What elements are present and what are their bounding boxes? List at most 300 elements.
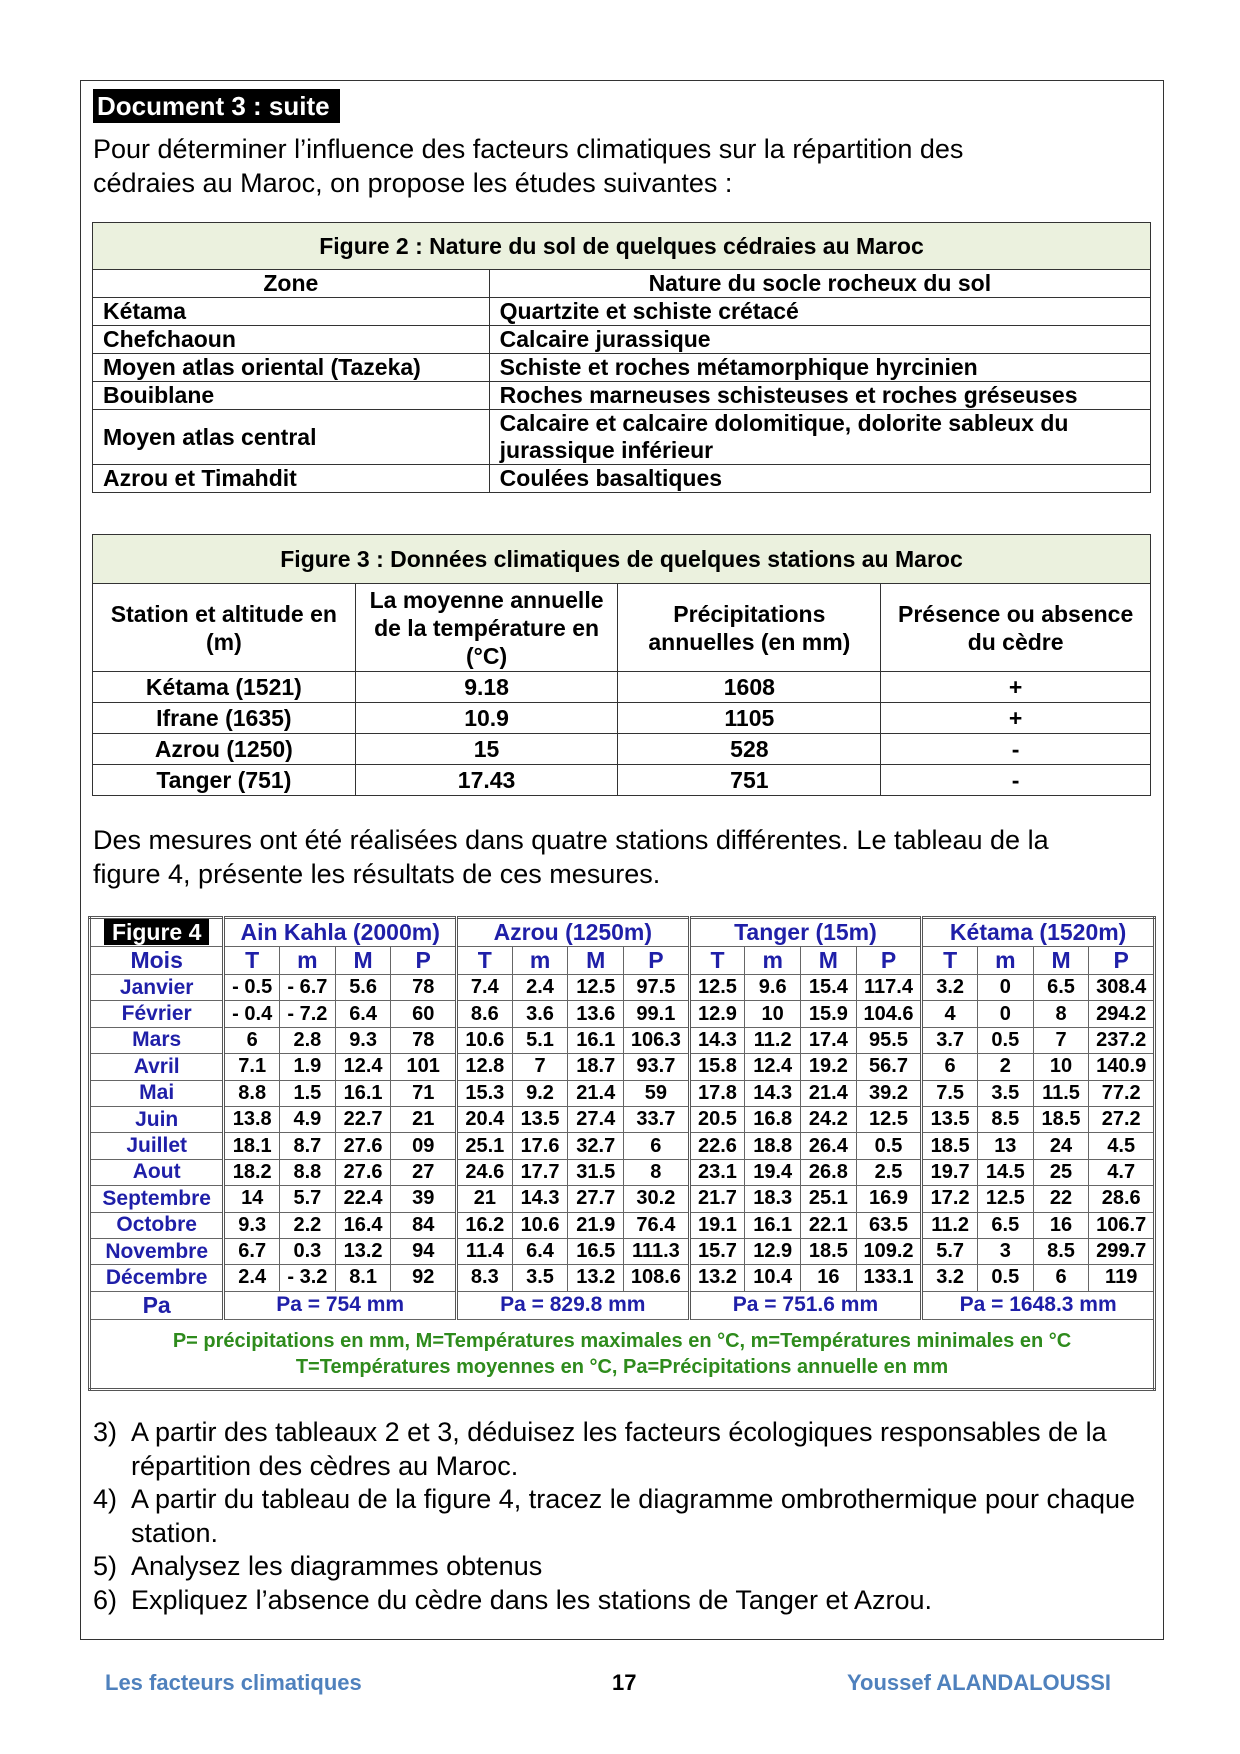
value-cell: 9.2 xyxy=(512,1080,568,1106)
questions-list xyxy=(93,1416,1153,1617)
value-cell: 22.6 xyxy=(689,1133,745,1159)
value-cell: - 3.2 xyxy=(280,1265,336,1291)
column-header: Précipitations annuelles (en mm) xyxy=(618,584,881,672)
value-cell: 20.5 xyxy=(689,1106,745,1132)
value-cell: 12.8 xyxy=(456,1054,512,1080)
value-cell: 77.2 xyxy=(1089,1080,1155,1106)
measures-line: figure 4, présente les résultats de ces mesures. xyxy=(93,859,661,889)
value-cell: 21 xyxy=(456,1186,512,1212)
value-cell: 2.4 xyxy=(512,975,568,1001)
value-cell: 97.5 xyxy=(624,975,690,1001)
value-cell: 14 xyxy=(224,1186,280,1212)
value-cell: 30.2 xyxy=(624,1186,690,1212)
value-cell: 93.7 xyxy=(624,1054,690,1080)
value-cell: 33.7 xyxy=(624,1106,690,1132)
question-item xyxy=(93,1416,1153,1483)
value-cell: 17.7 xyxy=(512,1159,568,1185)
value-cell: 32.7 xyxy=(568,1133,624,1159)
value-cell: - 7.2 xyxy=(280,1001,336,1027)
value-cell: 11.2 xyxy=(922,1212,978,1238)
soil-cell: Calcaire jurassique xyxy=(489,326,1150,354)
value-cell: 9.6 xyxy=(745,975,801,1001)
month-cell: Novembre xyxy=(90,1238,224,1264)
value-cell: 31.5 xyxy=(568,1159,624,1185)
table-row xyxy=(90,1212,1155,1238)
value-cell: 8.6 xyxy=(456,1001,512,1027)
value-cell: 6.5 xyxy=(1033,975,1089,1001)
column-header-row xyxy=(90,947,1155,975)
value-cell: 106.7 xyxy=(1089,1212,1155,1238)
table-row xyxy=(90,1001,1155,1027)
intro-line: Pour déterminer l’influence des facteurs climatiques sur la répartition des xyxy=(93,134,964,164)
value-cell: 27.2 xyxy=(1089,1106,1155,1132)
value-cell: 5.6 xyxy=(335,975,391,1001)
value-cell: 108.6 xyxy=(624,1265,690,1291)
value-cell: 11.5 xyxy=(1033,1080,1089,1106)
table-row xyxy=(90,975,1155,1001)
pa-value: Pa = 1648.3 mm xyxy=(922,1291,1155,1319)
value-cell: 3.5 xyxy=(512,1265,568,1291)
value-cell: 6.4 xyxy=(512,1238,568,1264)
value-cell: 19.1 xyxy=(689,1212,745,1238)
cedar-presence-cell: - xyxy=(881,765,1151,796)
value-cell: 16.1 xyxy=(335,1080,391,1106)
value-cell: 24.6 xyxy=(456,1159,512,1185)
value-cell: 15.7 xyxy=(689,1238,745,1264)
value-cell: 3.2 xyxy=(922,1265,978,1291)
intro-line: cédraies au Maroc, on propose les études suivantes : xyxy=(93,168,733,198)
footer-chapter-title: Les facteurs climatiques xyxy=(105,1670,362,1695)
month-cell: Juillet xyxy=(90,1133,224,1159)
value-cell: 11.2 xyxy=(745,1027,801,1053)
value-cell: 56.7 xyxy=(856,1054,922,1080)
question-number: 4) xyxy=(93,1484,118,1514)
value-cell: 4.9 xyxy=(280,1106,336,1132)
column-header: La moyenne annuelle de la température en (°C) xyxy=(355,584,618,672)
value-cell: 13.6 xyxy=(568,1001,624,1027)
value-cell: 15.9 xyxy=(801,1001,857,1027)
cedar-presence-cell: + xyxy=(881,703,1151,734)
value-cell: 19.7 xyxy=(922,1159,978,1185)
value-cell: 16.8 xyxy=(745,1106,801,1132)
value-cell: 26.4 xyxy=(801,1133,857,1159)
precipitation-cell: 528 xyxy=(618,734,881,765)
value-cell: 13.5 xyxy=(922,1106,978,1132)
precipitation-cell: 751 xyxy=(618,765,881,796)
value-cell: 15.3 xyxy=(456,1080,512,1106)
value-cell: 0 xyxy=(977,1001,1033,1027)
value-cell: 21 xyxy=(391,1106,457,1132)
value-cell: 16 xyxy=(1033,1212,1089,1238)
value-cell: 3.5 xyxy=(977,1080,1033,1106)
annual-precipitation-row xyxy=(90,1291,1155,1319)
soil-cell: Coulées basaltiques xyxy=(489,465,1150,493)
value-cell: 4 xyxy=(922,1001,978,1027)
month-cell: Aout xyxy=(90,1159,224,1185)
zone-cell: Moyen atlas oriental (Tazeka) xyxy=(93,354,490,382)
value-cell: 6 xyxy=(224,1027,280,1053)
value-cell: 13.2 xyxy=(689,1265,745,1291)
soil-cell: Calcaire et calcaire dolomitique, dolorite sableux du jurassique inférieur xyxy=(489,410,1150,465)
question-number: 3) xyxy=(93,1417,118,1447)
value-cell: 3 xyxy=(977,1238,1033,1264)
column-header: Zone xyxy=(93,270,490,298)
value-cell: 8.8 xyxy=(280,1159,336,1185)
value-cell: 0.5 xyxy=(977,1265,1033,1291)
value-cell: 237.2 xyxy=(1089,1027,1155,1053)
table-row xyxy=(93,382,1151,410)
table-row xyxy=(90,1159,1155,1185)
variable-header: M xyxy=(568,947,624,975)
value-cell: 2.2 xyxy=(280,1212,336,1238)
table-row xyxy=(93,410,1151,465)
month-column-header: Mois xyxy=(90,947,224,975)
value-cell: 95.5 xyxy=(856,1027,922,1053)
table-row xyxy=(90,1054,1155,1080)
temperature-cell: 10.9 xyxy=(355,703,618,734)
value-cell: 10 xyxy=(745,1001,801,1027)
value-cell: 3.7 xyxy=(922,1027,978,1053)
value-cell: 39 xyxy=(391,1186,457,1212)
pa-value: Pa = 754 mm xyxy=(224,1291,457,1319)
intro-paragraph xyxy=(93,132,1143,200)
value-cell: 16.5 xyxy=(568,1238,624,1264)
station-header: Kétama (1520m) xyxy=(922,918,1155,947)
value-cell: 76.4 xyxy=(624,1212,690,1238)
value-cell: 106.3 xyxy=(624,1027,690,1053)
value-cell: 3.6 xyxy=(512,1001,568,1027)
station-cell: Azrou (1250) xyxy=(93,734,356,765)
value-cell: 18.3 xyxy=(745,1186,801,1212)
table-row xyxy=(93,734,1151,765)
value-cell: 10.4 xyxy=(745,1265,801,1291)
value-cell: 308.4 xyxy=(1089,975,1155,1001)
value-cell: 14.3 xyxy=(512,1186,568,1212)
question-item xyxy=(93,1584,1153,1618)
column-header: Présence ou absence du cèdre xyxy=(881,584,1151,672)
station-cell: Tanger (751) xyxy=(93,765,356,796)
value-cell: 94 xyxy=(391,1238,457,1264)
value-cell: 14.5 xyxy=(977,1159,1033,1185)
value-cell: 14.3 xyxy=(745,1080,801,1106)
figure-4-table xyxy=(88,916,1156,1391)
value-cell: 8.3 xyxy=(456,1265,512,1291)
question-text: Analysez les diagrammes obtenus xyxy=(131,1551,543,1581)
month-cell: Mai xyxy=(90,1080,224,1106)
month-cell: Avril xyxy=(90,1054,224,1080)
month-cell: Octobre xyxy=(90,1212,224,1238)
value-cell: 28.6 xyxy=(1089,1186,1155,1212)
value-cell: 23.1 xyxy=(689,1159,745,1185)
value-cell: 5.7 xyxy=(280,1186,336,1212)
value-cell: 84 xyxy=(391,1212,457,1238)
table-row xyxy=(93,672,1151,703)
footer-author: Youssef ALANDALOUSSI xyxy=(847,1670,1112,1695)
value-cell: 18.7 xyxy=(568,1054,624,1080)
value-cell: 21.9 xyxy=(568,1212,624,1238)
value-cell: 6.5 xyxy=(977,1212,1033,1238)
value-cell: 18.8 xyxy=(745,1133,801,1159)
table-row xyxy=(90,1265,1155,1291)
value-cell: 109.2 xyxy=(856,1238,922,1264)
value-cell: 294.2 xyxy=(1089,1001,1155,1027)
value-cell: 0.3 xyxy=(280,1238,336,1264)
month-cell: Mars xyxy=(90,1027,224,1053)
value-cell: 12.5 xyxy=(568,975,624,1001)
value-cell: 10 xyxy=(1033,1054,1089,1080)
question-number: 6) xyxy=(93,1584,118,1615)
zone-cell: Chefchaoun xyxy=(93,326,490,354)
value-cell: 17.8 xyxy=(689,1080,745,1106)
variable-header: T xyxy=(689,947,745,975)
temperature-cell: 17.43 xyxy=(355,765,618,796)
value-cell: 25 xyxy=(1033,1159,1089,1185)
value-cell: 24.2 xyxy=(801,1106,857,1132)
value-cell: 18.2 xyxy=(224,1159,280,1185)
variable-header: P xyxy=(1089,947,1155,975)
legend-line: P= précipitations en mm, M=Températures maximales en °C, m=Températures minimales en °C xyxy=(172,1329,1072,1352)
value-cell: 39.2 xyxy=(856,1080,922,1106)
value-cell: 60 xyxy=(391,1001,457,1027)
value-cell: 8.5 xyxy=(977,1106,1033,1132)
question-text: A partir des tableaux 2 et 3, déduisez les facteurs écologiques responsables de la répartition des cèdres au Maroc. xyxy=(131,1417,1107,1481)
value-cell: 2.4 xyxy=(224,1265,280,1291)
table-row xyxy=(90,1080,1155,1106)
value-cell: 27.7 xyxy=(568,1186,624,1212)
value-cell: 12.9 xyxy=(689,1001,745,1027)
value-cell: 15.4 xyxy=(801,975,857,1001)
value-cell: 10.6 xyxy=(512,1212,568,1238)
value-cell: 2 xyxy=(977,1054,1033,1080)
table-row xyxy=(93,703,1151,734)
question-item xyxy=(93,1483,1153,1550)
value-cell: 8.1 xyxy=(335,1265,391,1291)
precipitation-cell: 1105 xyxy=(618,703,881,734)
variable-header: P xyxy=(391,947,457,975)
value-cell: 6.7 xyxy=(224,1238,280,1264)
value-cell: 8.7 xyxy=(280,1133,336,1159)
value-cell: 9.3 xyxy=(335,1027,391,1053)
value-cell: 78 xyxy=(391,975,457,1001)
variable-header: M xyxy=(801,947,857,975)
value-cell: 22 xyxy=(1033,1186,1089,1212)
value-cell: 104.6 xyxy=(856,1001,922,1027)
value-cell: 18.5 xyxy=(801,1238,857,1264)
value-cell: 2.8 xyxy=(280,1027,336,1053)
cedar-presence-cell: - xyxy=(881,734,1151,765)
value-cell: 0 xyxy=(977,975,1033,1001)
value-cell: 71 xyxy=(391,1080,457,1106)
value-cell: 26.8 xyxy=(801,1159,857,1185)
value-cell: 78 xyxy=(391,1027,457,1053)
variable-header: P xyxy=(624,947,690,975)
value-cell: 119 xyxy=(1089,1265,1155,1291)
value-cell: 27 xyxy=(391,1159,457,1185)
value-cell: 63.5 xyxy=(856,1212,922,1238)
value-cell: 0.5 xyxy=(977,1027,1033,1053)
value-cell: 22.4 xyxy=(335,1186,391,1212)
value-cell: 9.3 xyxy=(224,1212,280,1238)
value-cell: 99.1 xyxy=(624,1001,690,1027)
measures-line: Des mesures ont été réalisées dans quatre stations différentes. Le tableau de la xyxy=(93,825,1049,855)
variable-header: P xyxy=(856,947,922,975)
value-cell: 25.1 xyxy=(456,1133,512,1159)
document-title: Document 3 : suite xyxy=(93,89,340,123)
value-cell: 16.4 xyxy=(335,1212,391,1238)
value-cell: 13.2 xyxy=(335,1238,391,1264)
value-cell: 24 xyxy=(1033,1133,1089,1159)
value-cell: 09 xyxy=(391,1133,457,1159)
station-header: Azrou (1250m) xyxy=(456,918,689,947)
station-cell: Kétama (1521) xyxy=(93,672,356,703)
value-cell: 7.4 xyxy=(456,975,512,1001)
value-cell: 27.6 xyxy=(335,1133,391,1159)
value-cell: 8 xyxy=(624,1159,690,1185)
question-text: A partir du tableau de la figure 4, tracez le diagramme ombrothermique pour chaque station. xyxy=(131,1484,1136,1548)
value-cell: 17.4 xyxy=(801,1027,857,1053)
value-cell: 5.1 xyxy=(512,1027,568,1053)
zone-cell: Bouiblane xyxy=(93,382,490,410)
value-cell: 16 xyxy=(801,1265,857,1291)
value-cell: 7.5 xyxy=(922,1080,978,1106)
month-cell: Février xyxy=(90,1001,224,1027)
value-cell: 18.1 xyxy=(224,1133,280,1159)
value-cell: 18.5 xyxy=(922,1133,978,1159)
station-header: Tanger (15m) xyxy=(689,918,922,947)
pa-value: Pa = 751.6 mm xyxy=(689,1291,922,1319)
soil-cell: Quartzite et schiste crétacé xyxy=(489,298,1150,326)
value-cell: 21.7 xyxy=(689,1186,745,1212)
value-cell: 15.8 xyxy=(689,1054,745,1080)
month-cell: Juin xyxy=(90,1106,224,1132)
table-row xyxy=(93,298,1151,326)
value-cell: 1.5 xyxy=(280,1080,336,1106)
temperature-cell: 15 xyxy=(355,734,618,765)
table-row xyxy=(93,326,1151,354)
value-cell: 14.3 xyxy=(689,1027,745,1053)
variable-header: m xyxy=(745,947,801,975)
value-cell: 12.5 xyxy=(689,975,745,1001)
question-text: Expliquez l’absence du cèdre dans les stations de Tanger et Azrou. xyxy=(131,1584,933,1615)
table-row xyxy=(90,1027,1155,1053)
value-cell: 13.5 xyxy=(512,1106,568,1132)
value-cell: 18.5 xyxy=(1033,1106,1089,1132)
table-row xyxy=(93,765,1151,796)
value-cell: 19.4 xyxy=(745,1159,801,1185)
figure-3-caption: Figure 3 : Données climatiques de quelques stations au Maroc xyxy=(93,535,1151,584)
variable-header: T xyxy=(922,947,978,975)
value-cell: - 0.4 xyxy=(224,1001,280,1027)
zone-cell: Kétama xyxy=(93,298,490,326)
figure-4-legend xyxy=(90,1319,1155,1389)
value-cell: 140.9 xyxy=(1089,1054,1155,1080)
variable-header: m xyxy=(280,947,336,975)
value-cell: 16.1 xyxy=(745,1212,801,1238)
temperature-cell: 9.18 xyxy=(355,672,618,703)
column-header: Nature du socle rocheux du sol xyxy=(489,270,1150,298)
value-cell: 101 xyxy=(391,1054,457,1080)
station-header: Ain Kahla (2000m) xyxy=(224,918,457,947)
value-cell: 21.4 xyxy=(568,1080,624,1106)
value-cell: 8.5 xyxy=(1033,1238,1089,1264)
figure-4-label: Figure 4 xyxy=(104,919,209,945)
value-cell: 133.1 xyxy=(856,1265,922,1291)
value-cell: 21.4 xyxy=(801,1080,857,1106)
value-cell: 4.5 xyxy=(1089,1133,1155,1159)
value-cell: 8.8 xyxy=(224,1080,280,1106)
value-cell: 10.6 xyxy=(456,1027,512,1053)
cedar-presence-cell: + xyxy=(881,672,1151,703)
value-cell: 7 xyxy=(1033,1027,1089,1053)
value-cell: 6 xyxy=(922,1054,978,1080)
pa-label: Pa xyxy=(90,1291,224,1319)
legend-line: T=Températures moyennes en °C, Pa=Précipitations annuelle en mm xyxy=(295,1355,949,1378)
figure-4-label-cell xyxy=(90,918,224,947)
table-row xyxy=(90,1133,1155,1159)
value-cell: 299.7 xyxy=(1089,1238,1155,1264)
station-cell: Ifrane (1635) xyxy=(93,703,356,734)
soil-cell: Roches marneuses schisteuses et roches gréseuses xyxy=(489,382,1150,410)
value-cell: - 6.7 xyxy=(280,975,336,1001)
value-cell: 6 xyxy=(1033,1265,1089,1291)
value-cell: 2.5 xyxy=(856,1159,922,1185)
figure-2-table xyxy=(92,222,1151,493)
figure-2-caption: Figure 2 : Nature du sol de quelques cédraies au Maroc xyxy=(93,223,1151,270)
soil-cell: Schiste et roches métamorphique hyrcinien xyxy=(489,354,1150,382)
value-cell: 12.4 xyxy=(335,1054,391,1080)
question-item xyxy=(93,1550,1153,1584)
value-cell: 111.3 xyxy=(624,1238,690,1264)
variable-header: M xyxy=(335,947,391,975)
value-cell: 59 xyxy=(624,1080,690,1106)
value-cell: 16.9 xyxy=(856,1186,922,1212)
table-row xyxy=(90,1186,1155,1212)
value-cell: 117.4 xyxy=(856,975,922,1001)
variable-header: T xyxy=(456,947,512,975)
table-row xyxy=(93,465,1151,493)
value-cell: - 0.5 xyxy=(224,975,280,1001)
month-cell: Janvier xyxy=(90,975,224,1001)
value-cell: 6 xyxy=(624,1133,690,1159)
value-cell: 22.1 xyxy=(801,1212,857,1238)
value-cell: 13 xyxy=(977,1133,1033,1159)
table-row xyxy=(90,1106,1155,1132)
value-cell: 92 xyxy=(391,1265,457,1291)
value-cell: 27.6 xyxy=(335,1159,391,1185)
value-cell: 8 xyxy=(1033,1001,1089,1027)
value-cell: 12.4 xyxy=(745,1054,801,1080)
value-cell: 3.2 xyxy=(922,975,978,1001)
value-cell: 27.4 xyxy=(568,1106,624,1132)
value-cell: 17.6 xyxy=(512,1133,568,1159)
value-cell: 19.2 xyxy=(801,1054,857,1080)
value-cell: 7 xyxy=(512,1054,568,1080)
zone-cell: Moyen atlas central xyxy=(93,410,490,465)
value-cell: 25.1 xyxy=(801,1186,857,1212)
value-cell: 0.5 xyxy=(856,1133,922,1159)
value-cell: 5.7 xyxy=(922,1238,978,1264)
value-cell: 20.4 xyxy=(456,1106,512,1132)
zone-cell: Azrou et Timahdit xyxy=(93,465,490,493)
value-cell: 12.5 xyxy=(977,1186,1033,1212)
variable-header: T xyxy=(224,947,280,975)
precipitation-cell: 1608 xyxy=(618,672,881,703)
value-cell: 6.4 xyxy=(335,1001,391,1027)
variable-header: m xyxy=(512,947,568,975)
table-row xyxy=(93,354,1151,382)
value-cell: 4.7 xyxy=(1089,1159,1155,1185)
month-cell: Septembre xyxy=(90,1186,224,1212)
